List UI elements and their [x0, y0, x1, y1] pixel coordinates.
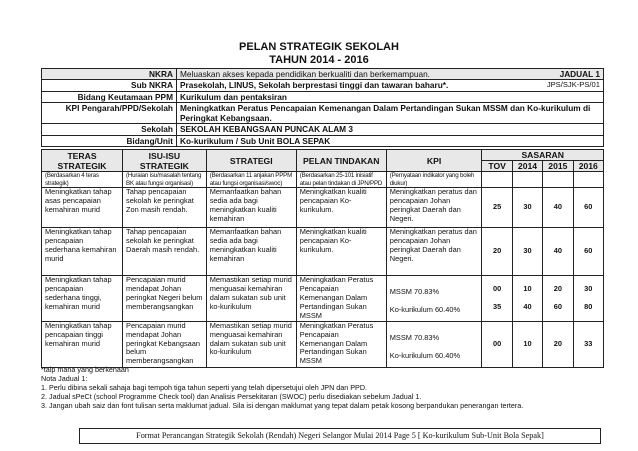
bidang-ppm-label: Bidang Keutamaan PPM — [42, 91, 177, 102]
cell-isu: Tahap pencapaian sekolah ke peringkat Daerah masih rendah. — [123, 228, 207, 276]
target-value: 10 — [523, 284, 532, 294]
doc-code: JPS/SJK-PS/01 — [546, 80, 600, 90]
cell-tov — [482, 228, 512, 276]
bidang-unit-value: Ko-kurikulum / Sub Unit BOLA SEPAK — [177, 135, 604, 146]
kpi-line: Ko-kurikulum 60.40% — [389, 305, 461, 315]
hint-teras: (Berdasarkan 4 teras strategik) — [42, 172, 123, 188]
table-row — [42, 188, 604, 228]
cell-teras: Meningkatkan tahap pencapaian sederhana kemahiran murid — [42, 228, 123, 276]
cell-strategi: Memastikan setiap murid menguasai kemahiran dalam sukatan sub unit ko-kurikulum — [206, 276, 296, 322]
note-1: 1. Perlu dibina sekali sahaja bagi tempoh tiga tahun seperti yang telah dipersetujui oleh JPN dan PPD. — [41, 383, 368, 392]
cell-y2016 — [573, 321, 603, 367]
cell-pelan: Meningkatkan kualiti pencapaian Ko-kurikulum. — [296, 228, 386, 276]
target-value: 00 — [492, 338, 502, 348]
header-2015: 2015 — [543, 161, 573, 172]
cell-y2016 — [573, 188, 603, 228]
cell-strategi: Memanfaatkan bahan sedia ada bagi meningkatkan kualiti kemahiran — [206, 188, 296, 228]
cell-y2014 — [512, 276, 542, 322]
kpi-line: Meningkatkan peratus dan pencapaian Johan peringkat Daerah dan Negeri. — [389, 227, 477, 263]
hint-row — [42, 172, 604, 188]
header-tov: TOV — [482, 161, 512, 172]
header-row-1 — [42, 150, 604, 161]
note-star: *taip mana yang berkenaan — [41, 365, 129, 374]
kpi-value: Meningkatkan Peratus Pencapaian Kemenangan Dalam Pertandingan Sukan MSSM dan Ko-kurikulum di Peringkat Kebangsaan. — [177, 102, 604, 124]
cell-isu: Pencapaian murid mendapat Johan peringkat Kebangsaan belum memberangsangkan — [123, 321, 207, 367]
meta-row-kpi — [42, 102, 604, 124]
target-value: 35 — [492, 301, 502, 311]
cell-y2015 — [543, 228, 573, 276]
hint-strategi: (Berdasarkan 11 anjakan PPPM atau fungsi organisasi/swoc) — [206, 172, 296, 188]
cell-kpi — [386, 276, 482, 322]
cell-pelan: Meningkatkan Peratus Pencapaian Kemenangan Dalam Pertandingan Sukan MSSM — [296, 276, 386, 322]
cell-kpi — [386, 321, 482, 367]
target-value: 25 — [492, 202, 502, 212]
sub-nkra-label: Sub NKRA — [42, 80, 177, 91]
header-strategi: STRATEGI — [206, 150, 296, 172]
cell-pelan: Meningkatkan Peratus Pencapaian Kemenangan Dalam Pertandingan Sukan MSSM — [296, 321, 386, 367]
cell-y2014 — [512, 321, 542, 367]
cell-strategi: Memastikan setiap murid menguasai kemahiran dalam sukatan sub unit ko-kurikulum — [206, 321, 296, 367]
cell-tov — [482, 188, 512, 228]
target-value: 20 — [492, 246, 502, 256]
header-kpi: KPI — [386, 150, 482, 172]
target-value: 30 — [523, 246, 532, 256]
meta-row-bidang-unit — [42, 135, 604, 146]
nkra-value: Meluaskan akses kepada pendidikan berkualiti dan berkemampuan. — [180, 69, 430, 79]
cell-kpi — [386, 228, 482, 276]
target-value: 33 — [584, 338, 593, 348]
kpi-label: KPI Pengarah/PPD/Sekolah — [42, 102, 177, 124]
meta-row-sub-nkra — [42, 80, 604, 91]
strategy-table — [41, 149, 604, 368]
jadual-label: JADUAL 1 — [559, 69, 600, 79]
note-heading: Nota Jadual 1: — [41, 374, 88, 383]
page-footer: Format Perancangan Strategik Sekolah (Rendah) Negeri Selangor Mulai 2014 Page 5 [ Ko-kurikulum Sub-Unit Bola Sepak] — [79, 428, 601, 444]
meta-row-sekolah — [42, 124, 604, 135]
cell-teras: Meningkatkan tahap asas pencapaian kemahiran murid — [42, 188, 123, 228]
note-3: 3. Jangan ubah saiz dan font tulisan serta maklumat jadual. Sila isi dengan maklumat yang tepat dalam petak kosong berpandukan penerangan tertera. — [41, 401, 524, 410]
header-2016: 2016 — [573, 161, 603, 172]
table-row — [42, 228, 604, 276]
cell-teras: Meningkatkan tahap pencapaian sederhana tinggi, kemahiran murid — [42, 276, 123, 322]
cell-y2016 — [573, 276, 603, 322]
kpi-line: MSSM 70.83% — [389, 287, 440, 297]
bidang-unit-label: Bidang/Unit — [42, 135, 177, 146]
cell-teras: Meningkatkan tahap pencapaian tinggi kemahiran murid — [42, 321, 123, 367]
notes — [41, 365, 611, 410]
nkra-label: NKRA — [42, 69, 177, 80]
sub-nkra-cell — [177, 80, 604, 91]
target-value: 40 — [523, 301, 532, 311]
cell-y2014 — [512, 188, 542, 228]
meta-row-bidang-ppm — [42, 91, 604, 102]
sekolah-label: Sekolah — [42, 124, 177, 135]
cell-y2016 — [573, 228, 603, 276]
nkra-cell — [177, 69, 604, 80]
title-line-1: PELAN STRATEGIK SEKOLAH — [239, 41, 399, 53]
hint-kpi: (Pernyataan indikator yang boleh diukur) — [386, 172, 482, 188]
cell-y2014 — [512, 228, 542, 276]
target-value: 30 — [584, 284, 593, 294]
cell-pelan: Meningkatkan kualiti pencapaian Ko-kurikulum. — [296, 188, 386, 228]
target-value: 60 — [553, 301, 562, 311]
kpi-line: Meningkatkan peratus dan pencapaian Johan peringkat Daerah dan Negeri. — [389, 187, 477, 223]
header-pelan: PELAN TINDAKAN — [296, 150, 386, 172]
sekolah-value: SEKOLAH KEBANGSAAN PUNCAK ALAM 3 — [177, 124, 604, 135]
cell-tov — [482, 321, 512, 367]
header-sasaran: SASARAN — [482, 150, 604, 161]
cell-y2015 — [543, 321, 573, 367]
title-line-2: TAHUN 2014 - 2016 — [269, 54, 369, 66]
target-value: 30 — [523, 202, 532, 212]
hint-isu: (Huraian isu/masalah tentang BK atau fungsi organisasi) — [123, 172, 207, 188]
sub-nkra-value: Prasekolah, LINUS, Sekolah berprestasi tinggi dan tawaran baharu*. — [180, 80, 449, 91]
kpi-line: MSSM 70.83% — [389, 332, 440, 342]
header-2014: 2014 — [512, 161, 542, 172]
target-value: 20 — [553, 338, 562, 348]
target-value: 10 — [523, 338, 532, 348]
hint-pelan: (Berdasarkan 25-101 inisiatif atau pelan tindakan di JPN/PPD — [296, 172, 386, 188]
target-value: 00 — [492, 284, 502, 294]
cell-isu: Pencapaian murid mendapat Johan peringkat Negeri belum memberangsangkan — [123, 276, 207, 322]
kpi-line: Ko-kurikulum 60.40% — [389, 350, 461, 360]
cell-y2015 — [543, 276, 573, 322]
target-value: 40 — [553, 202, 562, 212]
cell-strategi: Memanfaatkan bahan sedia ada bagi meningkatkan kualiti kemahiran — [206, 228, 296, 276]
target-value: 20 — [553, 284, 562, 294]
meta-table — [41, 68, 604, 147]
cell-kpi — [386, 188, 482, 228]
document-title — [0, 41, 638, 67]
cell-tov — [482, 276, 512, 322]
bidang-ppm-value: Kurikulum dan pentaksiran — [177, 91, 604, 102]
header-teras: TERAS STRATEGIK — [42, 150, 123, 172]
table-row — [42, 321, 604, 367]
target-value: 60 — [584, 246, 593, 256]
note-2: 2. Jadual sPeCt (school Programme Check tool) dan Analisis Persekitaran (SWOC) perlu disediakan sebelum Jadual 1. — [41, 392, 422, 401]
target-value: 40 — [553, 246, 562, 256]
cell-y2015 — [543, 188, 573, 228]
meta-row-nkra — [42, 69, 604, 80]
header-isu: ISU-ISU STRATEGIK — [123, 150, 207, 172]
cell-isu: Tahap pencapaian sekolah ke peringkat Zon masih rendah. — [123, 188, 207, 228]
target-value: 80 — [584, 301, 593, 311]
target-value: 60 — [584, 202, 593, 212]
table-row — [42, 276, 604, 322]
